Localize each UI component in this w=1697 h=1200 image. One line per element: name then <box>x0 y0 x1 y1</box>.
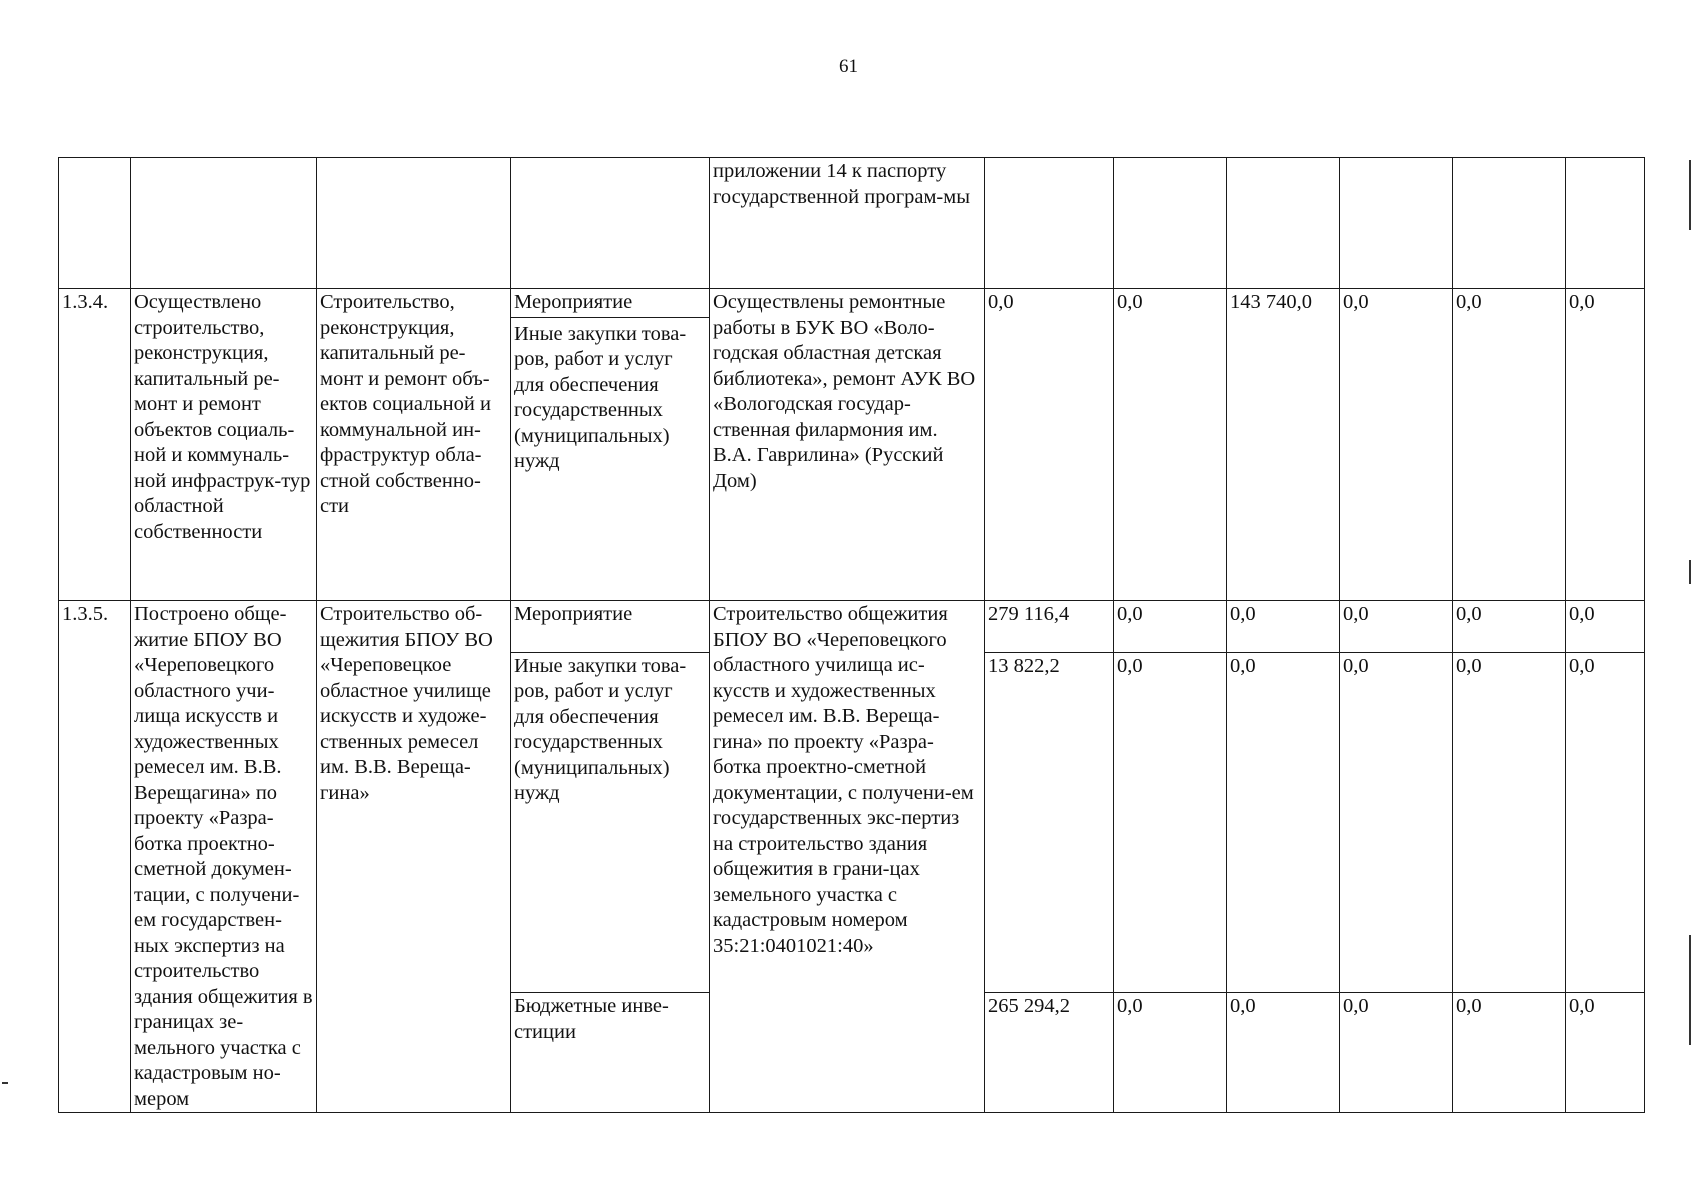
cell-value: 0,0 <box>1453 601 1566 653</box>
cell-num: 1.3.5. <box>59 601 131 1113</box>
cell-value <box>1114 158 1227 289</box>
cell-value: 0,0 <box>1566 652 1645 992</box>
cell-value: 279 116,4 <box>985 601 1114 653</box>
scan-edge-mark <box>1689 935 1691 1045</box>
cell-value <box>985 158 1114 289</box>
cell-description: приложении 14 к паспорту государственной програм-мы <box>710 158 985 289</box>
cell-value: 0,0 <box>1114 289 1227 601</box>
cell-value: 0,0 <box>1114 993 1227 1113</box>
cell-value: 0,0 <box>1566 289 1645 601</box>
program-table <box>58 157 1645 1113</box>
cell-value <box>1453 158 1566 289</box>
cell-value <box>1227 158 1340 289</box>
cell-expense: Бюджетные инве-стиции <box>511 993 710 1113</box>
cell-value: 0,0 <box>1227 601 1340 653</box>
cell-project: Строительство об-щежития БПОУ ВО «Череповецкое областное училище искусств и художе-ственных ремесел им. В.В. Вереща-гина» <box>317 601 511 1113</box>
cell-value: 0,0 <box>1566 993 1645 1113</box>
table-row <box>59 158 1645 289</box>
cell-value: 0,0 <box>985 289 1114 601</box>
cell-value: 0,0 <box>1453 993 1566 1113</box>
cell-value: 0,0 <box>1114 601 1227 653</box>
cell-value: 0,0 <box>1453 289 1566 601</box>
scan-edge-mark <box>2 1082 8 1084</box>
cell-value: 0,0 <box>1566 601 1645 653</box>
scan-edge-mark <box>1689 560 1691 584</box>
cell-value: 265 294,2 <box>985 993 1114 1113</box>
cell-num <box>59 158 131 289</box>
cell-value: 0,0 <box>1227 652 1340 992</box>
expense-text: Иные закупки това-ров, работ и услуг для обеспечения государственных (муниципальных) нужд <box>514 322 687 472</box>
cell-result <box>131 158 317 289</box>
table-row <box>59 601 1645 653</box>
cell-value <box>1566 158 1645 289</box>
scan-edge-mark <box>1689 160 1691 230</box>
cell-value: 0,0 <box>1340 652 1453 992</box>
cell-value <box>1340 158 1453 289</box>
cell-value: 0,0 <box>1340 993 1453 1113</box>
cell-project: Строительство, реконструкция, капитальный ре-монт и ремонт объ-ектов социальной и коммунальной ин-фраструктур обла-стной собственно-сти <box>317 289 511 601</box>
cell-description: Осуществлены ремонтные работы в БУК ВО «Воло-годская областная детская библиотека», ремонт АУК ВО «Вологодская государ-ственная филармония им. В.А. Гаврилина» (Русский Дом) <box>710 289 985 601</box>
cell-value: 143 740,0 <box>1227 289 1340 601</box>
cell-description: Строительство общежития БПОУ ВО «Череповецкого областного училища ис-кусств и художественных ремесел им. В.В. Вереща-гина» по проекту «Разра-ботка проектно-сметной документации, с получени-ем государственных экс-пертиз на строительство здания общежития в грани-цах земельного участка с кадастровым номером 35:21:0401021:40» <box>710 601 985 1113</box>
cell-value: 0,0 <box>1340 601 1453 653</box>
page-number: 61 <box>839 56 858 77</box>
cell-value: 13 822,2 <box>985 652 1114 992</box>
cell-expense <box>511 289 710 601</box>
cell-value: 0,0 <box>1453 652 1566 992</box>
cell-type: Мероприятие <box>511 601 710 653</box>
cell-value: 0,0 <box>1114 652 1227 992</box>
table-row <box>59 289 1645 601</box>
cell-project <box>317 158 511 289</box>
cell-expense: Иные закупки това-ров, работ и услуг для обеспечения государственных (муниципальных) нужд <box>511 652 710 992</box>
cell-value: 0,0 <box>1227 993 1340 1113</box>
type-label: Мероприятие <box>511 290 709 318</box>
cell-value: 0,0 <box>1340 289 1453 601</box>
cell-num: 1.3.4. <box>59 289 131 601</box>
cell-result: Построено обще-житие БПОУ ВО «Череповецкого областного учи-лища искусств и художественных ремесел им. В.В. Верещагина» по проекту «Разра-ботка проектно-сметной докумен-тации, с получени-ем государствен-ных экспертиз на строительство здания общежития в границах зе-мельного участка с кадастровым но-мером <box>131 601 317 1113</box>
cell-result: Осуществлено строительство, реконструкция, капитальный ре-монт и ремонт объектов социаль-ной и коммуналь-ной инфраструк-тур областной собственности <box>131 289 317 601</box>
cell-expense <box>511 158 710 289</box>
